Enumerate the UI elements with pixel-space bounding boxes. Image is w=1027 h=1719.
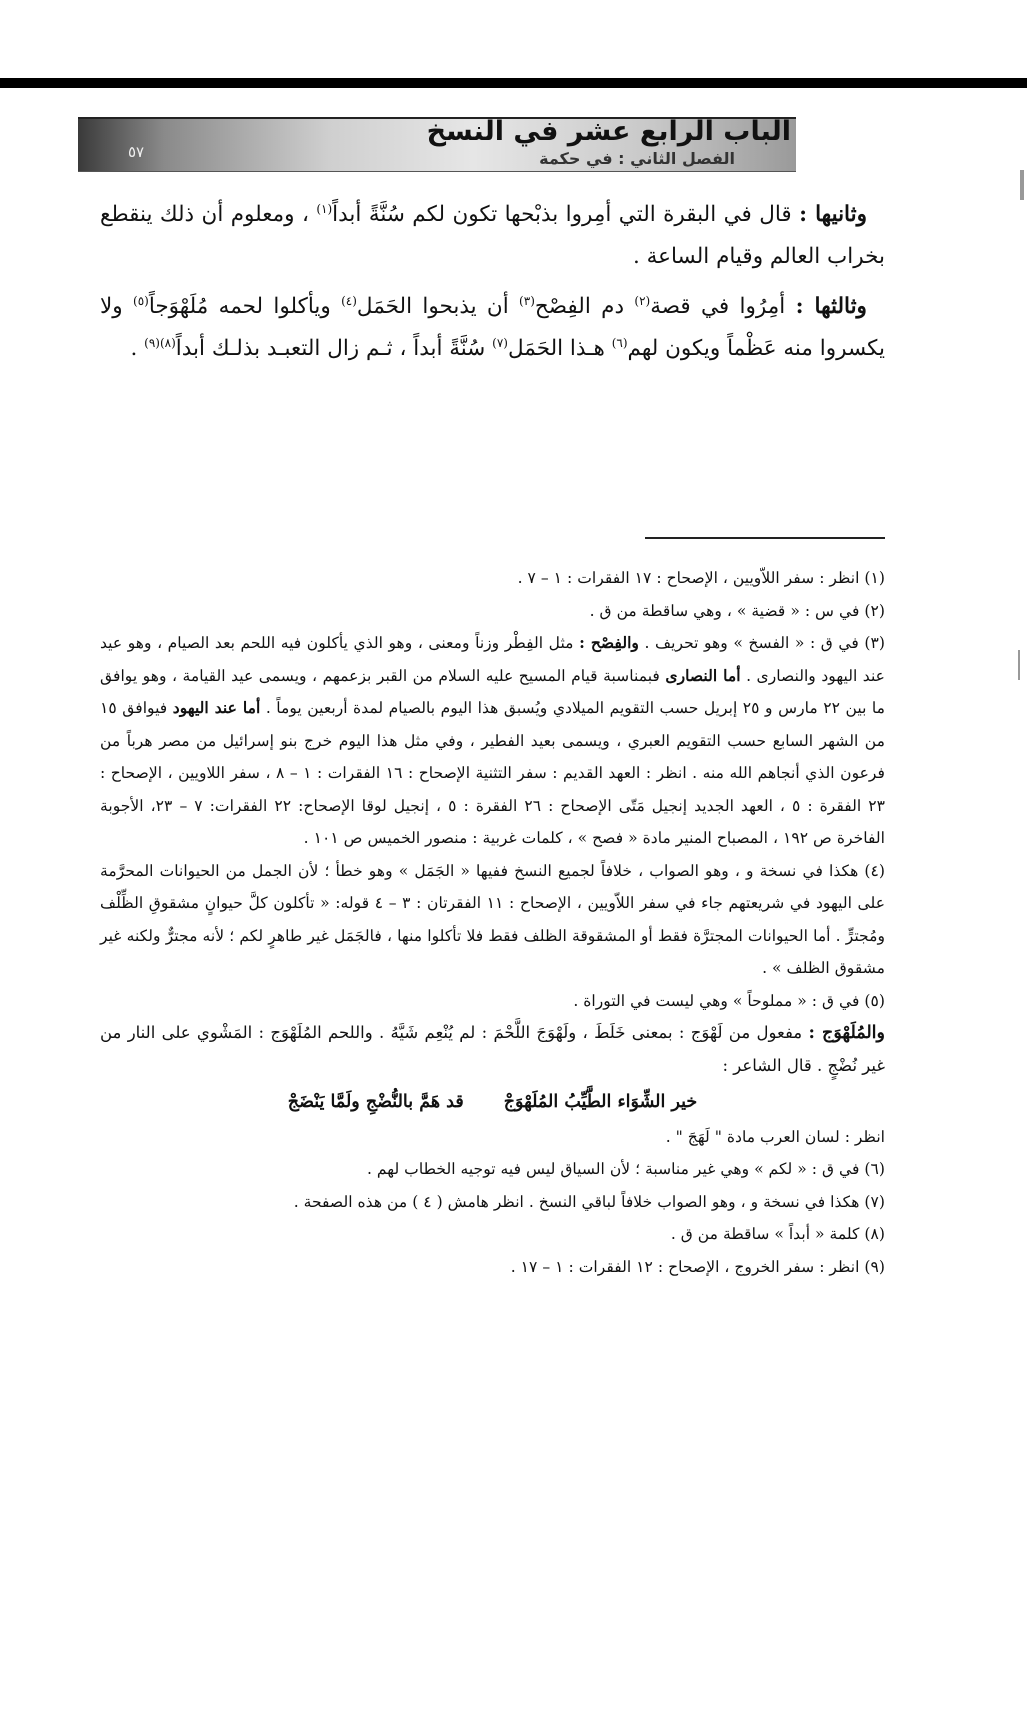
- footnote-ref: (٨): [159, 335, 176, 350]
- footnote-ref: (٦): [611, 335, 628, 350]
- footnote-9: (٩) انظر : سفر الخروج ، الإصحاح : ١٢ الفقرات : ١ – ١٧ .: [510, 1257, 885, 1276]
- paragraph-lead: وثانيها :: [799, 202, 867, 227]
- footnote-text: مفعول من لَهْوَج : بمعنى خَلَطَ ، ولَهْوَجَ اللَّحْمَ : لم يُنْعِم شَيَّهُ . واللحم المُلَهْوَج : المَشْوي على النار من غير نُضْجٍ . قال الشاعر :: [100, 1023, 885, 1075]
- paragraph-text: أمِرُوا في قصة: [650, 294, 786, 319]
- page-number: ٥٧: [128, 143, 145, 161]
- paragraph-text: قال في البقرة التي أمِروا بذبْحها تكون لكم سُنَّةً أبداً: [332, 202, 792, 227]
- footnotes: [100, 562, 885, 1283]
- paragraph-text: دم الفِصْح: [534, 294, 625, 319]
- paragraph-lead: وثالثها :: [795, 294, 867, 319]
- footnote-5: (٥) في ق : « مملوحاً » وهي ليست في التوراة .: [573, 991, 885, 1010]
- footnote-3: [100, 627, 885, 855]
- verse-hemistich-1: خير الشِّوَاء الطَّيِّبُ المُلَهْوَجْ: [503, 1092, 698, 1112]
- paragraph-second: [100, 194, 885, 278]
- footnote-7: (٧) هكذا في نسخة و ، وهو الصواب خلافاً لباقي النسخ . انظر هامش ( ٤ ) من هذه الصفحة .: [293, 1192, 885, 1211]
- scan-edge-mark: [1018, 650, 1020, 680]
- paragraph-text: هـذا الحَمَل: [507, 336, 605, 361]
- footnote-8: (٨) كلمة « أبداً » ساقطة من ق .: [670, 1225, 885, 1243]
- section-title: الفصل الثاني : في حكمة: [539, 149, 735, 168]
- top-rule: [0, 78, 1027, 88]
- chapter-title: الباب الرابع عشر في النسخ: [426, 116, 791, 147]
- footnote-term: أما النصارى: [665, 665, 741, 685]
- footnote-term: أما عند اليهود: [172, 698, 261, 717]
- paragraph-text: ولا يكسروا منه عَظْماً ويكون لهم: [100, 294, 885, 361]
- footnote-text: (٣) في ق : « الفسخ » وهو تحريف .: [644, 634, 885, 652]
- footnote-5-reference: انظر : لسان العرب مادة " لَهَجَ " .: [665, 1127, 885, 1146]
- footnote-4: (٤) هكذا في نسخة و ، وهو الصواب ، خلافاً لجميع النسخ ففيها « الجَمَل » وهو خطأ ؛ لأن الجمل من الحيوانات المحرَّمة على اليهود في شريعتهم جاء في سفر اللاّويين ، الإصحاح : ١١ الفقرتان : ٣ – ٤ قوله: « تأكلون كلَّ حيوانٍ مشقوقِ الظِّلْف ومُجترٍّ . أما الحيوانات المجترَّة فقط أو المشقوقة الظلف فقط فلا تأكلوا منها ، فالجَمَل غير طاهرٍ لكم ؛ لأنه مجترٌّ ولكنه غير مشقوق الظلف » .: [100, 861, 885, 977]
- main-text: [100, 194, 885, 370]
- footnote-2: (٢) في س : « قضية » ، وهي ساقطة من ق .: [589, 601, 885, 620]
- footnote-ref: (٣): [519, 293, 535, 308]
- footnote-term: والمُلَهْوَج :: [808, 1023, 885, 1043]
- footnote-1: (١) انظر : سفر اللاّويين ، الإصحاح : ١٧ الفقرات : ١ – ٧ .: [517, 569, 885, 587]
- paragraph-text: ، ومعلوم أن ذلك ينقطع بخراب العالم وقيام الساعة .: [100, 202, 885, 269]
- verse-hemistich-2: قد هَمَّ بالنُّضْجِ ولَمَّا يَنْضَجْ: [287, 1092, 464, 1112]
- footnote-ref: (٧): [492, 335, 508, 350]
- scan-edge-mark: [1020, 170, 1024, 200]
- paragraph-text: سُنَّةً أبداً ، ثـم زال التعبـد بذلـك أبداً: [175, 336, 486, 361]
- footnote-6: (٦) في ق : « لكم » وهي غير مناسبة ؛ لأن السياق ليس فيه توجيه الخطاب لهم .: [366, 1160, 885, 1178]
- footnote-text: مثل الفِطْر وزناً ومعنى ، وهو الذي يأكلون فيه اللحم بعد الصيام ، وهو عيد عند اليهود والنصارى .: [100, 634, 885, 685]
- paragraph-third: [100, 286, 885, 370]
- footnote-text: فبمناسبة قيام المسيح عليه السلام من القبر بزعمهم ، ويسمى عيد القيامة ، وهو يوافق ما بين ٢٢ مارس و ٢٥ إبريل حسب التقويم الميلادي ويُسبق هذا اليوم بالصيام لمدة أربعين يوماً .: [100, 666, 886, 717]
- footnote-ref: (٤): [341, 293, 357, 308]
- footnote-ref: (٢): [634, 293, 651, 308]
- footnote-ref: (١): [316, 201, 333, 216]
- footnote-ref: (٥): [133, 293, 149, 308]
- footnote-separator: [645, 537, 885, 539]
- footnote-ref: (٩): [144, 335, 160, 350]
- footnote-text: فيوافق ١٥ من الشهر السابع حسب التقويم العبري ، ويسمى بعيد الفطير ، وفي مثل هذا اليوم خرج بنو إسرائيل من مصر هرباً من فرعون الذي أنجاهم الله منه . انظر : العهد القديم : سفر التثنية الإصحاح : ١٦ الفقرات : ١ – ٨ ، سفر اللاويين ، الإصحاح : ٢٣ الفقرة : ٥ ، العهد الجديد إنجيل مَتّى الإصحاح : ٢٦ الفقرة : ٥ ، إنجيل لوقا الإصحاح: ٢٢ الفقرات: ٧ – ٢٣، الأجوبة الفاخرة ص ١٩٢ ، المصباح المنير مادة « فصح » ، كلمات غربية : منصور الخميس ص ١٠١ .: [100, 699, 886, 847]
- poetry-verse: [100, 1086, 885, 1119]
- paragraph-text: .: [130, 336, 138, 361]
- paragraph-text: ويأكلوا لحمه مُلَهْوَجاً: [148, 294, 331, 319]
- footnote-5-definition: [100, 1017, 885, 1082]
- footnote-term: والفِصْح :: [579, 633, 639, 652]
- paragraph-text: أن يذبحوا الحَمَل: [356, 294, 509, 319]
